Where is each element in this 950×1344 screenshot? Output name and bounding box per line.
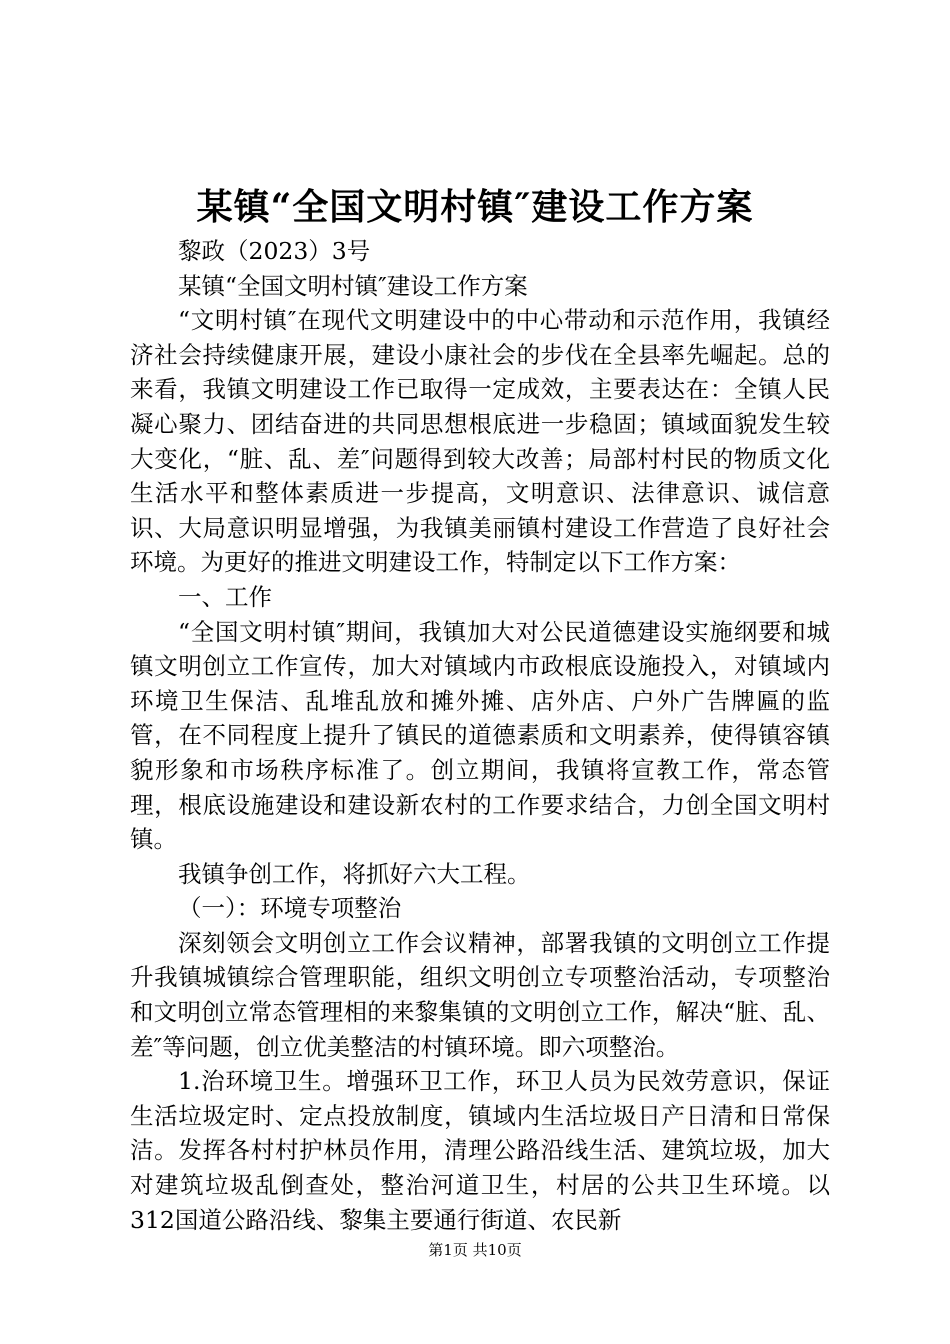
page-footer: 第1页 共10页	[428, 1241, 522, 1259]
subtitle: 某镇“全国文明村镇″建设工作方案	[178, 271, 528, 300]
paragraph: “全国文明村镇″期间，我镇加大对公民道德建设实施纲要和城镇文明创立工作宣传，加大对镇域内市政根底设施投入，对镇域内环境卫生保洁、乱堆乱放和摊外摊、店外店、户外广告牌匾的监管，在不同程度上提升了镇民的道德素质和文明素养，使得镇容镇貌形象和市场秩序标准了。创立期间，我镇将宣教工作，常态管理，根底设施建设和建设新农村的工作要求结合，力创全国文明村镇。	[130, 617, 830, 854]
document-body	[130, 234, 830, 1237]
paragraph: 我镇争创工作，将抓好六大工程。	[178, 859, 531, 888]
paragraph: 深刻领会文明创立工作会议精神，部署我镇的文明创立工作提升我镇城镇综合管理职能，组织文明创立专项整治活动，专项整治和文明创立常态管理相的来黎集镇的文明创立工作，解决“脏、乱、差″等问题，创立优美整洁的村镇环境。即六项整治。	[130, 928, 830, 1061]
paragraph: 1.治环境卫生。增强环卫工作，环卫人员为民效劳意识，保证生活垃圾定时、定点投放制度，镇域内生活垃圾日产日清和日常保洁。发挥各村村护林员作用，清理公路沿线生活、建筑垃圾，加大对建筑垃圾乱倒查处，整治河道卫生，村居的公共卫生环境。以312国道公路沿线、黎集主要通行街道、农民新	[130, 1067, 830, 1234]
section-heading: 一、工作	[178, 582, 272, 611]
document-title: 某镇“全国文明村镇″建设工作方案	[196, 186, 754, 228]
paragraph: “文明村镇″在现代文明建设中的中心带动和示范作用，我镇经济社会持续健康开展，建设小康社会的步伐在全县率先崛起。总的来看，我镇文明建设工作已取得一定成效，主要表达在：全镇人民凝心聚力、团结奋进的共同思想根底进一步稳固；镇域面貌发生较大变化，“脏、乱、差″问题得到较大改善；局部村村民的物质文化生活水平和整体素质进一步提高，文明意识、法律意识、诚信意识、大局意识明显增强，为我镇美丽镇村建设工作营造了良好社会环境。为更好的推进文明建设工作，特制定以下工作方案：	[130, 306, 830, 577]
subsection-heading: （一）：环境专项整治	[178, 894, 402, 923]
document-number: 黎政（2023）3号	[178, 237, 371, 265]
